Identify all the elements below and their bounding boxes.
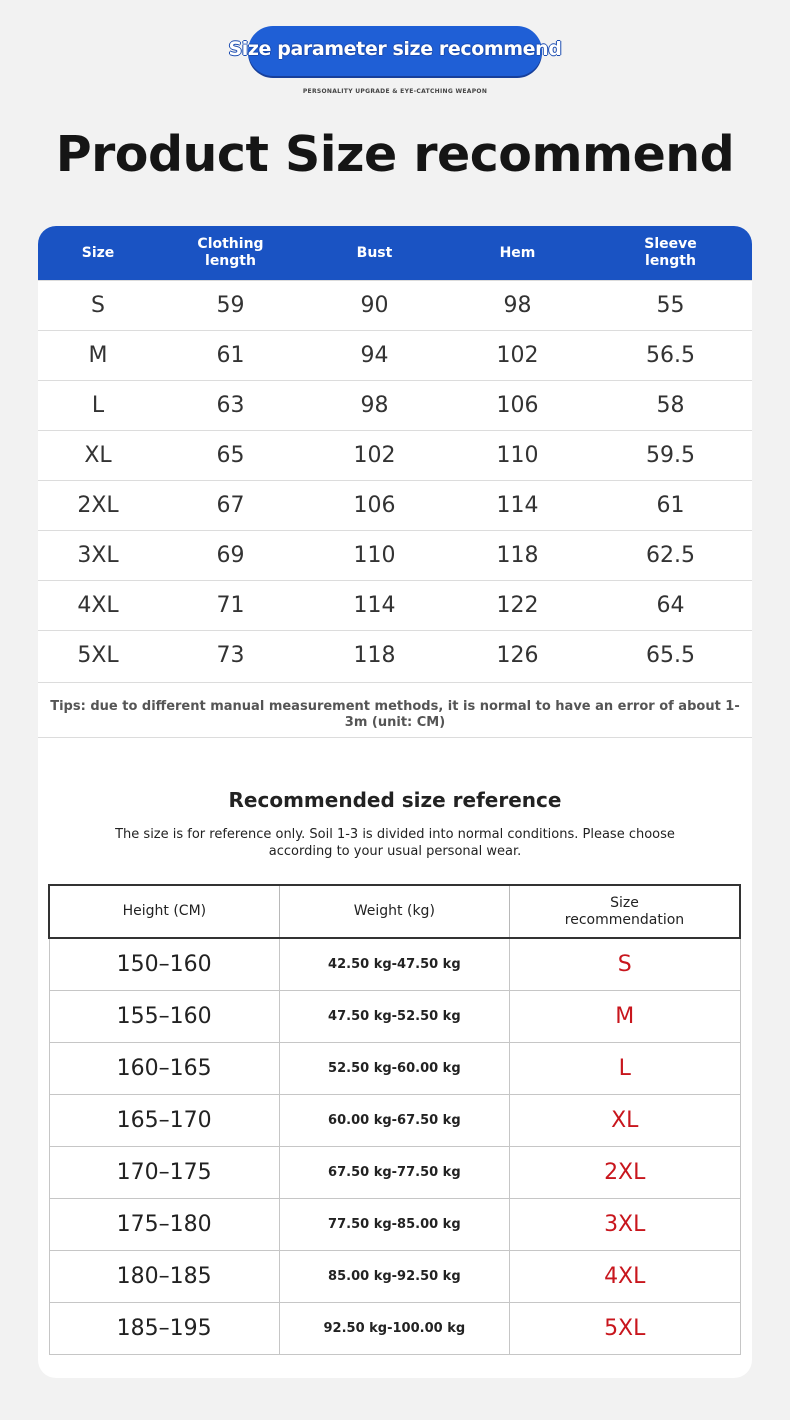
size-cell: 3XL xyxy=(38,531,158,581)
bust-cell: 94 xyxy=(303,331,446,381)
hem-cell: 126 xyxy=(446,631,589,681)
header-size: Size xyxy=(38,226,158,281)
weight-cell: 47.50 kg-52.50 kg xyxy=(279,991,509,1043)
header-clothing-length: Clothing length xyxy=(158,226,303,281)
hem-cell: 122 xyxy=(446,581,589,631)
size-cell: M xyxy=(38,331,158,381)
size-cell: 4XL xyxy=(38,581,158,631)
height-cell: 165–170 xyxy=(49,1095,279,1147)
measurement-tips xyxy=(38,682,752,738)
bust-cell: 102 xyxy=(303,431,446,481)
length-cell: 73 xyxy=(158,631,303,681)
hem-cell: 102 xyxy=(446,331,589,381)
header-sleeve-length: Sleeve length xyxy=(589,226,752,281)
header-size-recommendation: Size recommendation xyxy=(509,885,740,938)
size-table-header xyxy=(38,226,752,281)
table-row xyxy=(49,1147,740,1199)
weight-cell: 92.50 kg-100.00 kg xyxy=(279,1303,509,1355)
bust-cell: 98 xyxy=(303,381,446,431)
hem-cell: 118 xyxy=(446,531,589,581)
height-cell: 160–165 xyxy=(49,1043,279,1095)
bust-cell: 118 xyxy=(303,631,446,681)
hem-cell: 98 xyxy=(446,281,589,331)
bust-cell: 110 xyxy=(303,531,446,581)
size-cell: 2XL xyxy=(38,481,158,531)
length-cell: 63 xyxy=(158,381,303,431)
table-row xyxy=(38,431,752,481)
table-row xyxy=(38,331,752,381)
height-cell: 180–185 xyxy=(49,1251,279,1303)
recommended-size-cell: 4XL xyxy=(509,1251,740,1303)
sleeve-cell: 65.5 xyxy=(589,631,752,681)
size-cell: L xyxy=(38,381,158,431)
recommend-title: Recommended size reference xyxy=(228,788,562,812)
recommended-size-cell: S xyxy=(509,938,740,991)
table-row xyxy=(49,1043,740,1095)
height-cell: 150–160 xyxy=(49,938,279,991)
length-cell: 71 xyxy=(158,581,303,631)
bust-cell: 114 xyxy=(303,581,446,631)
recommended-size-cell: M xyxy=(509,991,740,1043)
hem-cell: 110 xyxy=(446,431,589,481)
size-table xyxy=(38,226,752,680)
table-row xyxy=(49,1199,740,1251)
table-row xyxy=(49,1303,740,1355)
recommended-size-cell: 2XL xyxy=(509,1147,740,1199)
sleeve-cell: 58 xyxy=(589,381,752,431)
sleeve-cell: 59.5 xyxy=(589,431,752,481)
table-row xyxy=(38,531,752,581)
sleeve-cell: 64 xyxy=(589,581,752,631)
size-cell: XL xyxy=(38,431,158,481)
size-cell: S xyxy=(38,281,158,331)
recommended-size-cell: XL xyxy=(509,1095,740,1147)
length-cell: 69 xyxy=(158,531,303,581)
weight-cell: 60.00 kg-67.50 kg xyxy=(279,1095,509,1147)
length-cell: 59 xyxy=(158,281,303,331)
bust-cell: 106 xyxy=(303,481,446,531)
tagline: PERSONALITY UPGRADE & EYE-CATCHING WEAPON xyxy=(302,88,488,95)
table-row xyxy=(38,581,752,631)
weight-cell: 52.50 kg-60.00 kg xyxy=(279,1043,509,1095)
length-cell: 61 xyxy=(158,331,303,381)
sleeve-cell: 61 xyxy=(589,481,752,531)
height-cell: 175–180 xyxy=(49,1199,279,1251)
header-weight: Weight (kg) xyxy=(279,885,509,938)
length-cell: 65 xyxy=(158,431,303,481)
weight-cell: 42.50 kg-47.50 kg xyxy=(279,938,509,991)
table-row xyxy=(38,481,752,531)
hem-cell: 114 xyxy=(446,481,589,531)
recommended-size-cell: L xyxy=(509,1043,740,1095)
table-row xyxy=(49,991,740,1043)
weight-cell: 67.50 kg-77.50 kg xyxy=(279,1147,509,1199)
table-row xyxy=(38,381,752,431)
recommended-size-cell: 5XL xyxy=(509,1303,740,1355)
recommended-size-cell: 3XL xyxy=(509,1199,740,1251)
page-title: Product Size recommend xyxy=(55,126,735,183)
table-row xyxy=(49,938,740,991)
sleeve-cell: 55 xyxy=(589,281,752,331)
sleeve-cell: 56.5 xyxy=(589,331,752,381)
size-cell: 5XL xyxy=(38,631,158,681)
pill-title: Size parameter size recommend xyxy=(228,38,562,60)
table-row xyxy=(49,1095,740,1147)
recommend-table-header xyxy=(49,885,740,938)
weight-cell: 77.50 kg-85.00 kg xyxy=(279,1199,509,1251)
table-row xyxy=(38,281,752,331)
weight-cell: 85.00 kg-92.50 kg xyxy=(279,1251,509,1303)
tips-text: Tips: due to different manual measurement methods, it is normal to have an error of about 1-3m (unit: CM) xyxy=(50,699,740,730)
recommend-subtitle: The size is for reference only. Soil 1-3 is divided into normal conditions. Please choose according to your usual personal wear. xyxy=(115,827,675,859)
height-cell: 170–175 xyxy=(49,1147,279,1199)
length-cell: 67 xyxy=(158,481,303,531)
table-row xyxy=(38,631,752,681)
hem-cell: 106 xyxy=(446,381,589,431)
header-height: Height (CM) xyxy=(49,885,279,938)
table-row xyxy=(49,1251,740,1303)
header-bust: Bust xyxy=(303,226,446,281)
height-cell: 155–160 xyxy=(49,991,279,1043)
height-cell: 185–195 xyxy=(49,1303,279,1355)
bust-cell: 90 xyxy=(303,281,446,331)
recommend-table xyxy=(48,884,741,1355)
sleeve-cell: 62.5 xyxy=(589,531,752,581)
header-hem: Hem xyxy=(446,226,589,281)
size-card xyxy=(38,226,752,1378)
